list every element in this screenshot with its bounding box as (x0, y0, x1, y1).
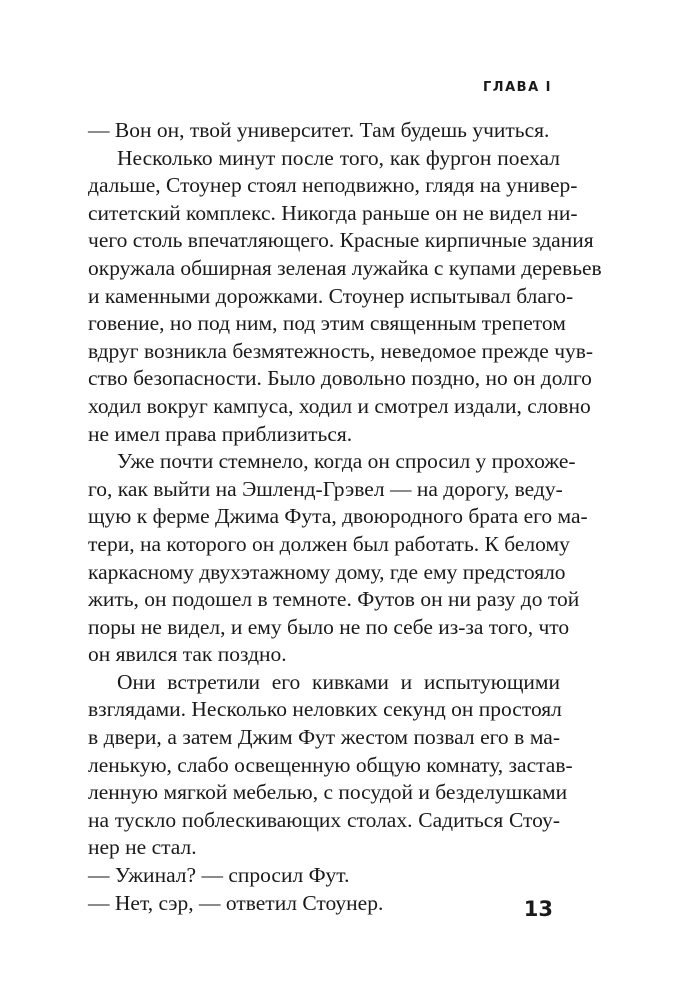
text-line: в двери, а затем Джим Фут жестом позвал его в ма- (88, 725, 560, 750)
text-line: Несколько минут после того, как фургон поехал (117, 145, 560, 170)
text-line: взглядами. Несколько неловких секунд он простоял (88, 697, 562, 722)
text-line: го, как выйти на Эшленд-Грэвел — на дорогу, веду- (88, 476, 563, 501)
text-line: ство безопасности. Было довольно поздно, но он долго (88, 366, 592, 391)
text-line: ленькую, слабо освещенную общую комнату, застав- (88, 752, 573, 777)
text-line: — Вон он, твой университет. Там будешь учиться. (88, 118, 550, 142)
body-text (88, 117, 602, 917)
text-line: вдруг возникла безмятежность, неведомое прежде чув- (88, 338, 594, 363)
text-line: нер не стал. (88, 835, 197, 860)
text-line: ситетский комплекс. Никогда раньше он не видел ни- (88, 200, 578, 225)
text-line: жить, он подошел в темноте. Футов он ни разу до той (88, 587, 580, 612)
chapter-running-head: ГЛАВА I (483, 80, 552, 95)
text-line: каркасному двухэтажному дому, где ему предстояло (88, 559, 566, 584)
text-line: чего столь впечатляющего. Красные кирпичные здания (88, 228, 594, 253)
text-line: Уже почти стемнело, когда он спросил у прохоже- (117, 449, 576, 474)
text-line: ленную мягкой мебелью, с посудой и безделушками (88, 780, 568, 805)
text-line: и каменными дорожками. Стоунер испытывал благо- (88, 283, 574, 308)
text-line: — Ужинал? — спросил Фут. (88, 863, 350, 888)
text-line: он явился так поздно. (88, 642, 287, 667)
text-line: — Нет, сэр, — ответил Стоунер. (88, 890, 384, 915)
text-line: поры не видел, и ему было не по себе из-за того, что (88, 614, 570, 639)
text-line: не имел права приблизиться. (88, 421, 353, 446)
page-number: 13 (523, 897, 553, 921)
text-line: говение, но под ним, под этим священным трепетом (88, 311, 566, 336)
text-line: Они встретили его кивками и испытующими (117, 669, 560, 694)
text-line: ходил вокруг кампуса, ходил и смотрел издали, словно (88, 393, 591, 418)
text-line: тери, на которого он должен был работать. К белому (88, 531, 570, 556)
text-line: на тускло поблескивающих столах. Садиться Стоу- (88, 807, 560, 832)
text-line: дальше, Стоунер стоял неподвижно, глядя на универ- (88, 173, 578, 198)
text-line: окружала обширная зеленая лужайка с купами деревьев (88, 255, 602, 280)
text-line: щую к ферме Джима Фута, двоюродного брата его ма- (88, 504, 588, 529)
